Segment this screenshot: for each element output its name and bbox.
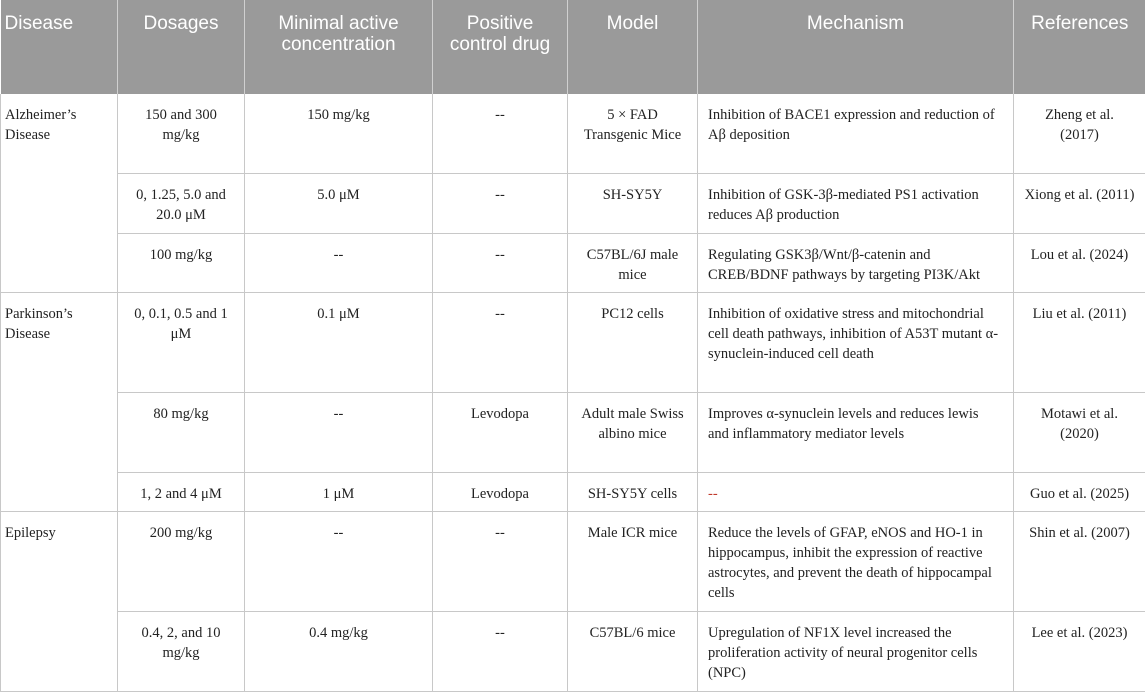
header-minimal-active-concentration: Minimal active concentration [245,0,433,94]
table-header [1,0,1145,94]
reference-cell: Shin et al. (2007) [1014,511,1145,611]
control-cell: -- [433,233,568,292]
model-cell: PC12 cells [568,292,698,392]
table-row [1,472,1145,511]
mac-cell: -- [245,392,433,472]
model-cell: SH-SY5Y [568,173,698,233]
control-cell: -- [433,511,568,611]
mechanism-cell: Regulating GSK3β/Wnt/β-catenin and CREB/BDNF pathways by targeting PI3K/Akt [698,233,1014,292]
reference-cell: Guo et al. (2025) [1014,472,1145,511]
mechanism-cell: Upregulation of NF1X level increased the proliferation activity of neural progenitor cells (NPC) [698,611,1014,691]
mechanism-cell: -- [698,472,1014,511]
model-cell: SH-SY5Y cells [568,472,698,511]
mechanism-cell: Inhibition of BACE1 expression and reduction of Aβ deposition [698,94,1014,173]
disease-cell: Parkinson’s Disease [1,292,118,511]
header-mechanism: Mechanism [698,0,1014,94]
table-row [1,94,1145,173]
control-cell: Levodopa [433,472,568,511]
mechanism-cell: Reduce the levels of GFAP, eNOS and HO-1 in hippocampus, inhibit the expression of reactive astrocytes, and prevent the death of hippocampal cells [698,511,1014,611]
table-row [1,173,1145,233]
table-row [1,611,1145,691]
model-cell: Male ICR mice [568,511,698,611]
header-disease: Disease [1,0,118,94]
control-cell: -- [433,292,568,392]
dosages-cell: 1, 2 and 4 μM [118,472,245,511]
reference-cell: Liu et al. (2011) [1014,292,1145,392]
disease-cell: Epilepsy [1,511,118,691]
mac-cell: 0.4 mg/kg [245,611,433,691]
mac-cell: 150 mg/kg [245,94,433,173]
dosages-cell: 100 mg/kg [118,233,245,292]
model-cell: 5 × FAD Transgenic Mice [568,94,698,173]
dosages-cell: 150 and 300 mg/kg [118,94,245,173]
table-row [1,511,1145,611]
header-model: Model [568,0,698,94]
mac-cell: -- [245,511,433,611]
mac-cell: -- [245,233,433,292]
table-row [1,392,1145,472]
header-positive-control-drug: Positive control drug [433,0,568,94]
disease-cell: Alzheimer’s Disease [1,94,118,292]
dosages-cell: 200 mg/kg [118,511,245,611]
reference-cell: Zheng et al. (2017) [1014,94,1145,173]
table-row [1,233,1145,292]
header-dosages: Dosages [118,0,245,94]
mac-cell: 0.1 μM [245,292,433,392]
control-cell: -- [433,173,568,233]
control-cell: -- [433,94,568,173]
table-body [1,94,1145,691]
dosages-cell: 0, 1.25, 5.0 and 20.0 μM [118,173,245,233]
dosages-cell: 0, 0.1, 0.5 and 1 μM [118,292,245,392]
dosages-cell: 0.4, 2, and 10 mg/kg [118,611,245,691]
table-row [1,292,1145,392]
mechanism-cell: Inhibition of GSK-3β-mediated PS1 activation reduces Aβ production [698,173,1014,233]
header-row [1,0,1145,94]
control-cell: -- [433,611,568,691]
header-references: References [1014,0,1145,94]
reference-cell: Lee et al. (2023) [1014,611,1145,691]
control-cell: Levodopa [433,392,568,472]
model-cell: C57BL/6 mice [568,611,698,691]
mac-cell: 5.0 μM [245,173,433,233]
mechanism-cell: Inhibition of oxidative stress and mitochondrial cell death pathways, inhibition of A53T mutant α-synuclein-induced cell death [698,292,1014,392]
mac-cell: 1 μM [245,472,433,511]
dosages-cell: 80 mg/kg [118,392,245,472]
reference-cell: Lou et al. (2024) [1014,233,1145,292]
model-cell: C57BL/6J male mice [568,233,698,292]
reference-cell: Xiong et al. (2011) [1014,173,1145,233]
reference-cell: Motawi et al. (2020) [1014,392,1145,472]
model-cell: Adult male Swiss albino mice [568,392,698,472]
mechanism-cell: Improves α-synuclein levels and reduces lewis and inflammatory mediator levels [698,392,1014,472]
